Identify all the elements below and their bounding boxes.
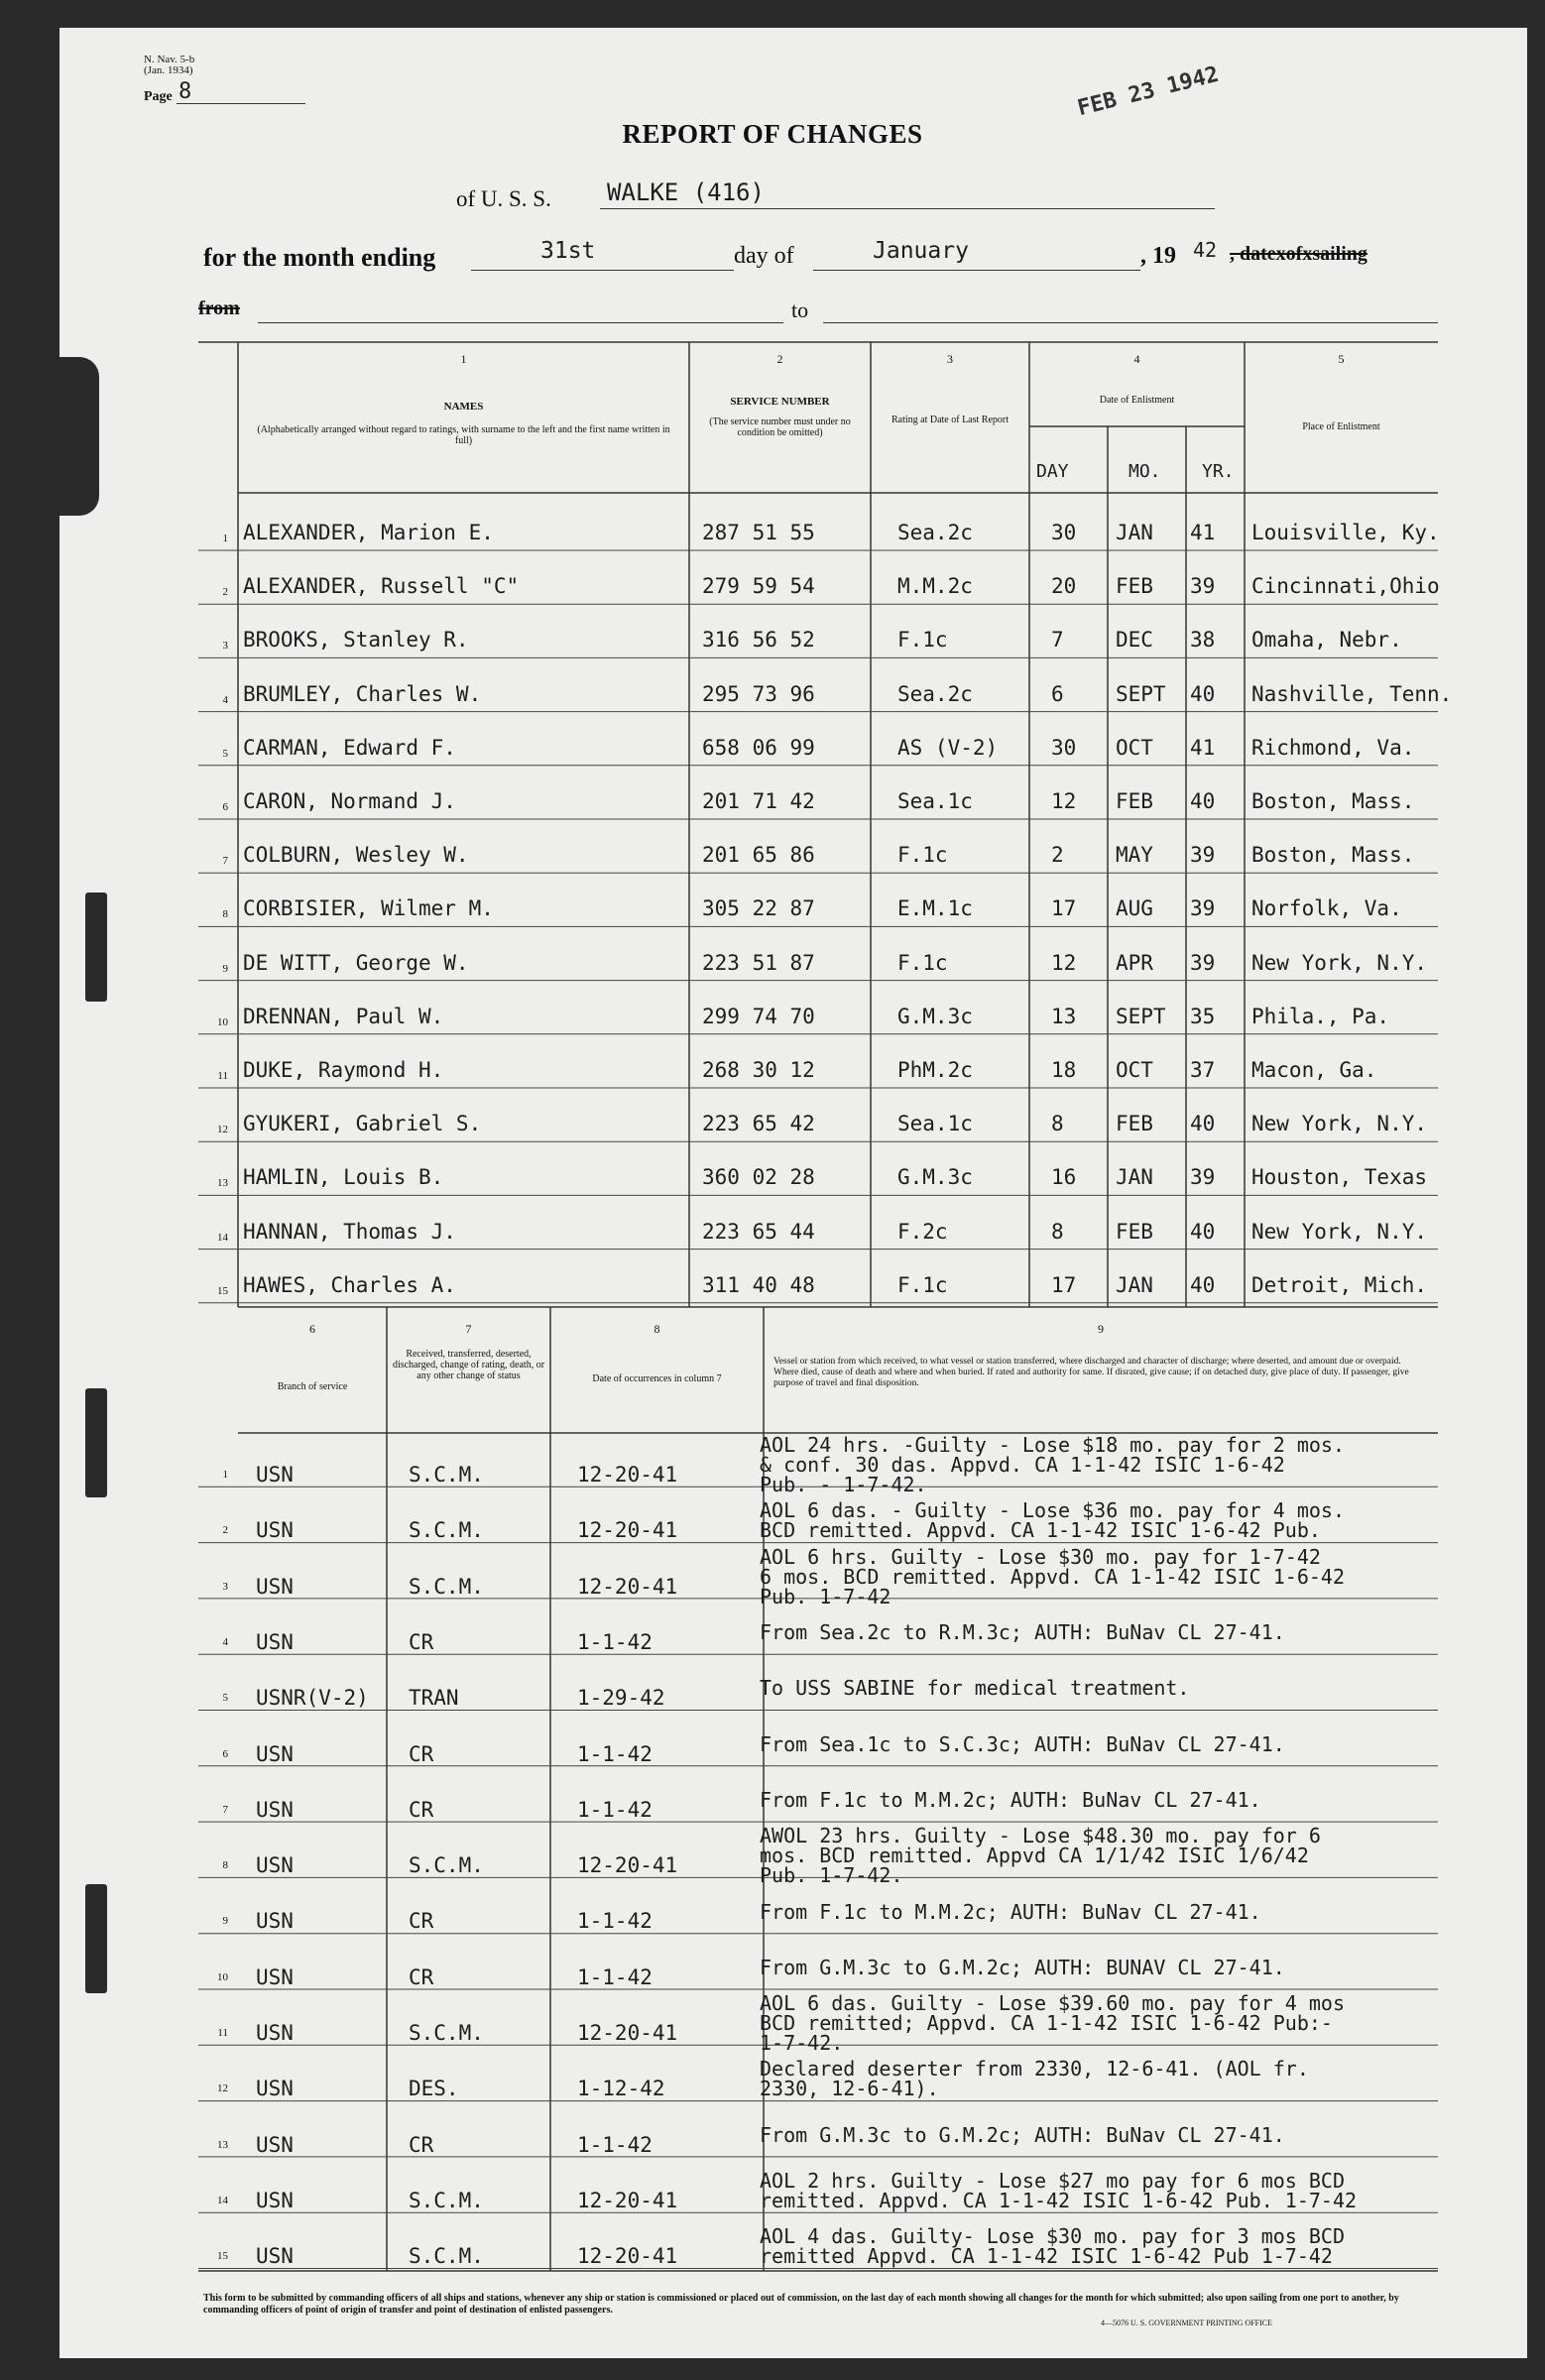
occurrence-date: 1-1-42	[577, 1964, 653, 1989]
status-change: CR	[409, 2132, 434, 2157]
branch-of-service: USN	[256, 1463, 294, 1487]
service-number: 223 65 42	[702, 1112, 815, 1136]
row-number: 5	[222, 1692, 228, 1705]
branch-of-service: USN	[256, 2021, 294, 2045]
remarks-line: From Sea.1c to S.C.3c; AUTH: BuNav CL 27-41.	[760, 1731, 1285, 1756]
enlist-month: MAY	[1116, 843, 1153, 868]
col5-number: 5	[1338, 352, 1345, 366]
row-number: 1	[222, 533, 228, 544]
row-number: 15	[217, 2250, 228, 2263]
remarks-line: AOL 6 das. - Guilty - Lose $36 mo. pay for 4 mos.	[760, 1498, 1346, 1523]
row-number: 11	[217, 2027, 228, 2039]
enlist-year: 39	[1190, 1165, 1216, 1190]
enlist-day: 6	[1051, 681, 1064, 706]
col1-header: NAMES	[443, 401, 484, 413]
row-number: 13	[217, 1177, 228, 1190]
enlist-place: New York, N.Y.	[1251, 1112, 1428, 1136]
service-number: 311 40 48	[702, 1272, 815, 1297]
col4-day-header: DAY	[1036, 461, 1069, 482]
remarks-line: AOL 2 hrs. Guilty - Lose $27 mo pay for 6 mos BCD	[760, 2169, 1346, 2194]
enlist-year: 39	[1190, 950, 1216, 975]
to-label: to	[791, 298, 809, 322]
branch-of-service: USN	[256, 1518, 294, 1543]
person-name: BRUMLEY, Charles W.	[243, 681, 482, 706]
enlist-day: 16	[1051, 1165, 1077, 1190]
remarks-line: Pub. 1-7-42.	[760, 1863, 903, 1888]
col2-header: SERVICE NUMBER	[730, 396, 830, 408]
enlist-year: 39	[1190, 843, 1216, 868]
col7-number: 7	[465, 1322, 472, 1336]
enlist-day: 18	[1051, 1058, 1077, 1082]
row-number: 8	[222, 908, 228, 921]
status-change: S.C.M.	[409, 1574, 484, 1599]
day-of-label: day of	[734, 243, 794, 269]
enlist-day: 30	[1051, 521, 1077, 544]
col6-header: Branch of service	[277, 1381, 348, 1392]
col3-header: Rating at Date of Last Report	[891, 415, 1010, 425]
rating: G.M.3c	[897, 1004, 973, 1028]
row-number: 5	[222, 747, 228, 760]
month-value: January	[873, 238, 969, 264]
occurrence-date: 12-20-41	[577, 1574, 678, 1599]
remarks-line: 1-7-42.	[760, 2031, 844, 2056]
enlist-year: 39	[1190, 896, 1216, 921]
enlist-place: Boston, Mass.	[1251, 789, 1415, 813]
remarks-line: From Sea.2c to R.M.3c; AUTH: BuNav CL 27-41.	[760, 1620, 1285, 1645]
remarks-line: Declared deserter from 2330, 12-6-41. (AOL fr.	[760, 2057, 1309, 2082]
occurrence-date: 12-20-41	[577, 1853, 678, 1878]
service-number: 223 51 87	[702, 950, 815, 975]
enlist-year: 35	[1190, 1004, 1216, 1028]
occurrence-date: 1-1-42	[577, 1797, 653, 1822]
enlist-year: 41	[1190, 735, 1216, 760]
service-number: 658 06 99	[702, 735, 815, 760]
col2-number: 2	[776, 352, 783, 366]
enlist-place: Louisville, Ky.	[1251, 521, 1440, 544]
col9-header: Vessel or station from which received, to what vessel or station transferred, where discharged and character of discharge; where deserted, and amount due or overpaid. Where died, cause of death and where and when buried. If rated and authority for same. If disrated, give cause; if on detached duty, give place of duty. If passenger, give purpose of travel and final disposition.	[773, 1357, 1409, 1388]
branch-of-service: USN	[256, 1574, 294, 1599]
enlist-place: New York, N.Y.	[1251, 1219, 1428, 1244]
service-number: 316 56 52	[702, 628, 815, 653]
row-number: 4	[222, 1635, 228, 1648]
enlist-place: Boston, Mass.	[1251, 843, 1415, 868]
remarks-line: To USS SABINE for medical treatment.	[760, 1676, 1190, 1701]
form-title: REPORT OF CHANGES	[622, 119, 923, 149]
remarks-line: From F.1c to M.M.2c; AUTH: BuNav CL 27-41.	[760, 1899, 1261, 1924]
enlist-month: DEC	[1116, 628, 1153, 653]
remarks-line: Pub. 1-7-42	[760, 1584, 891, 1608]
enlist-month: JAN	[1116, 1272, 1153, 1297]
service-number: 287 51 55	[702, 521, 815, 544]
printer-imprint: 4—5076 U. S. GOVERNMENT PRINTING OFFICE	[1101, 2319, 1272, 2327]
col5-header: Place of Enlistment	[1302, 421, 1380, 432]
occurrence-date: 12-20-41	[577, 2021, 678, 2045]
remarks-line: remitted Appvd. CA 1-1-42 ISIC 1-6-42 Pub 1-7-42	[760, 2244, 1333, 2269]
status-change: DES.	[409, 2077, 459, 2101]
occurrence-date: 1-1-42	[577, 2132, 653, 2157]
enlist-place: Richmond, Va.	[1251, 735, 1415, 760]
enlist-year: 40	[1190, 789, 1216, 813]
branch-of-service: USN	[256, 1629, 294, 1654]
enlist-month: SEPT	[1116, 681, 1166, 706]
person-name: CORBISIER, Wilmer M.	[243, 896, 494, 921]
col1-number: 1	[460, 352, 467, 366]
person-name: ALEXANDER, Marion E.	[243, 521, 494, 544]
status-change: S.C.M.	[409, 2244, 484, 2269]
branch-of-service: USN	[256, 1964, 294, 1989]
rating: F.1c	[897, 843, 948, 868]
remarks-line: From G.M.3c to G.M.2c; AUTH: BuNav CL 27-41.	[760, 2122, 1285, 2147]
person-name: COLBURN, Wesley W.	[243, 843, 469, 868]
enlist-place: Houston, Texas	[1251, 1165, 1428, 1190]
remarks-line: AWOL 23 hrs. Guilty - Lose $48.30 mo. pay for 6	[760, 1824, 1321, 1848]
struck-from-label: from	[198, 298, 240, 319]
enlist-month: FEB	[1116, 1219, 1153, 1244]
enlist-place: Norfolk, Va.	[1251, 896, 1402, 921]
enlist-year: 38	[1190, 628, 1216, 653]
service-number: 201 65 86	[702, 843, 815, 868]
rating: E.M.1c	[897, 896, 973, 921]
enlist-day: 13	[1051, 1004, 1077, 1028]
branch-of-service: USN	[256, 2132, 294, 2157]
occurrence-date: 12-20-41	[577, 1463, 678, 1487]
row-number: 4	[222, 693, 228, 706]
service-number: 279 59 54	[702, 574, 815, 599]
row-number: 3	[222, 640, 228, 653]
row-number: 3	[222, 1580, 228, 1593]
status-change: S.C.M.	[409, 2021, 484, 2045]
enlist-day: 8	[1051, 1112, 1064, 1136]
row-number: 13	[217, 2138, 228, 2151]
col4-number: 4	[1133, 352, 1140, 366]
row-number: 7	[222, 855, 228, 868]
occurrence-date: 1-29-42	[577, 1686, 665, 1711]
enlist-place: Phila., Pa.	[1251, 1004, 1390, 1028]
enlist-day: 12	[1051, 789, 1077, 813]
enlist-year: 39	[1190, 574, 1216, 599]
occurrence-date: 12-20-41	[577, 1518, 678, 1543]
enlist-month: FEB	[1116, 574, 1153, 599]
person-name: ALEXANDER, Russell "C"	[243, 574, 520, 599]
ship-label: of U. S. S.	[456, 186, 551, 211]
branch-of-service: USNR(V-2)	[256, 1686, 369, 1711]
service-number: 305 22 87	[702, 896, 815, 921]
col2-subheader: (The service number must under no condition be omitted)	[709, 416, 851, 438]
col1-subheader: (Alphabetically arranged without regard to ratings, with surname to the left and the first name written in full)	[257, 424, 670, 446]
enlist-place: Omaha, Nebr.	[1251, 628, 1402, 653]
rating: AS (V-2)	[897, 735, 999, 760]
occurrence-date: 1-1-42	[577, 1909, 653, 1934]
service-number: 268 30 12	[702, 1058, 815, 1082]
row-number: 10	[217, 1015, 228, 1028]
status-change: S.C.M.	[409, 1853, 484, 1878]
remarks-line: mos. BCD remitted. Appvd CA 1/1/42 ISIC 1/6/42	[760, 1844, 1309, 1868]
enlist-day: 17	[1051, 1272, 1077, 1297]
rating: Sea.2c	[897, 521, 973, 544]
enlist-day: 7	[1051, 628, 1064, 653]
service-number: 295 73 96	[702, 681, 815, 706]
rating: F.1c	[897, 950, 948, 975]
enlist-place: Detroit, Mich.	[1251, 1272, 1428, 1297]
rating: PhM.2c	[897, 1058, 973, 1082]
rating: Sea.2c	[897, 681, 973, 706]
enlist-month: SEPT	[1116, 1004, 1166, 1028]
col9-number: 9	[1098, 1322, 1104, 1336]
col6-number: 6	[309, 1322, 315, 1336]
enlist-day: 8	[1051, 1219, 1064, 1244]
enlist-place: Cincinnati,Ohio	[1251, 574, 1440, 599]
service-number: 299 74 70	[702, 1004, 815, 1028]
row-number: 6	[222, 1747, 228, 1760]
remarks-line: AOL 6 das. Guilty - Lose $39.60 mo. pay for 4 mos	[760, 1991, 1346, 2016]
form-instructions: This form to be submitted by commanding officers of all ships and stations, whenever any ship or station is commissioned or placed out of commission, on the last day of each month showing all changes for the month for which submitted; also upon sailing from one port to another, by commanding officers of point of origin of transfer and point of destination of enlisted passengers.	[203, 2293, 1399, 2316]
enlist-place: New York, N.Y.	[1251, 950, 1428, 975]
page-label: Page	[144, 89, 173, 104]
branch-of-service: USN	[256, 1853, 294, 1878]
enlist-month: JAN	[1116, 1165, 1153, 1190]
row-number: 9	[222, 1915, 228, 1928]
row-number: 2	[222, 586, 228, 599]
service-number: 223 65 44	[702, 1219, 815, 1244]
enlist-month: JAN	[1116, 521, 1153, 544]
occurrence-date: 12-20-41	[577, 2244, 678, 2269]
enlist-day: 30	[1051, 735, 1077, 760]
rating: F.1c	[897, 1272, 948, 1297]
status-change: CR	[409, 1964, 434, 1989]
person-name: CARMAN, Edward F.	[243, 735, 456, 760]
month-ending-label: for the month ending	[203, 243, 436, 272]
remarks-line: BCD remitted. Appvd. CA 1-1-42 ISIC 1-6-42 Pub.	[760, 1518, 1321, 1543]
person-name: CARON, Normand J.	[243, 789, 456, 813]
row-number: 14	[217, 1231, 228, 1244]
remarks-line: From F.1c to M.M.2c; AUTH: BuNav CL 27-41.	[760, 1787, 1261, 1812]
page-number: 8	[178, 79, 192, 104]
occurrence-date: 1-12-42	[577, 2077, 665, 2101]
enlist-month: FEB	[1116, 1112, 1153, 1136]
row-number: 10	[217, 1970, 228, 1983]
status-change: S.C.M.	[409, 1518, 484, 1543]
status-change: S.C.M.	[409, 2188, 484, 2212]
branch-of-service: USN	[256, 1797, 294, 1822]
enlist-year: 41	[1190, 521, 1216, 544]
row-number: 2	[222, 1524, 228, 1537]
year-prefix: , 19	[1140, 243, 1176, 269]
enlist-day: 20	[1051, 574, 1077, 599]
remarks-line: 6 mos. BCD remitted. Appvd. CA 1-1-42 ISIC 1-6-42	[760, 1564, 1346, 1589]
form-identifier: N. Nav. 5-b (Jan. 1934)	[144, 54, 195, 76]
enlist-month: OCT	[1116, 735, 1153, 760]
status-change: S.C.M.	[409, 1463, 484, 1487]
enlist-day: 2	[1051, 843, 1064, 868]
rating: F.1c	[897, 628, 948, 653]
enlist-month: AUG	[1116, 896, 1153, 921]
row-number: 11	[217, 1070, 228, 1082]
col4-header: Date of Enlistment	[1099, 395, 1175, 406]
branch-of-service: USN	[256, 2077, 294, 2101]
row-number: 7	[222, 1803, 228, 1816]
rating: F.2c	[897, 1219, 948, 1244]
occurrence-date: 1-1-42	[577, 1629, 653, 1654]
remarks-line: AOL 6 hrs. Guilty - Lose $30 mo. pay for 1-7-42	[760, 1544, 1321, 1569]
enlist-year: 40	[1190, 1112, 1216, 1136]
person-name: DE WITT, George W.	[243, 950, 469, 975]
status-change: CR	[409, 1629, 434, 1654]
enlist-year: 40	[1190, 1272, 1216, 1297]
enlist-place: Nashville, Tenn.	[1251, 681, 1453, 706]
enlist-place: Macon, Ga.	[1251, 1058, 1377, 1082]
row-number: 1	[222, 1469, 228, 1481]
col7-header: Received, transferred, deserted, discharged, change of rating, death, or any other change of status	[392, 1349, 545, 1381]
person-name: BROOKS, Stanley R.	[243, 628, 469, 653]
branch-of-service: USN	[256, 2244, 294, 2269]
rating: Sea.1c	[897, 1112, 973, 1136]
col3-number: 3	[947, 352, 953, 366]
service-number: 201 71 42	[702, 789, 815, 813]
col8-number: 8	[654, 1322, 660, 1336]
row-number: 15	[217, 1284, 228, 1297]
row-number: 14	[217, 2194, 228, 2206]
remarks-line: BCD remitted; Appvd. CA 1-1-42 ISIC 1-6-42 Pub:-	[760, 2011, 1333, 2036]
received-date-stamp: FEB 23 1942	[1075, 61, 1222, 122]
row-number: 6	[222, 801, 228, 813]
status-change: TRAN	[409, 1686, 459, 1711]
branch-of-service: USN	[256, 2188, 294, 2212]
person-name: DRENNAN, Paul W.	[243, 1004, 444, 1028]
enlist-year: 37	[1190, 1058, 1216, 1082]
status-change: CR	[409, 1909, 434, 1934]
ship-name: WALKE (416)	[607, 178, 765, 206]
row-number: 9	[222, 962, 228, 975]
branch-of-service: USN	[256, 1909, 294, 1934]
enlist-day: 17	[1051, 896, 1077, 921]
service-number: 360 02 28	[702, 1165, 815, 1190]
col8-header: Date of occurrences in column 7	[592, 1373, 722, 1384]
remarks-line: Pub. - 1-7-42.	[760, 1473, 927, 1497]
enlist-month: FEB	[1116, 789, 1153, 813]
remarks-line: From G.M.3c to G.M.2c; AUTH: BUNAV CL 27-41.	[760, 1955, 1285, 1979]
branch-of-service: USN	[256, 1741, 294, 1766]
remarks-line: 2330, 12-6-41).	[760, 2077, 939, 2101]
day-value: 31st	[540, 238, 596, 264]
enlist-year: 40	[1190, 681, 1216, 706]
occurrence-date: 1-1-42	[577, 1741, 653, 1766]
remarks-line: AOL 24 hrs. -Guilty - Lose $18 mo. pay for 2 mos.	[760, 1433, 1346, 1458]
enlist-day: 12	[1051, 950, 1077, 975]
struck-sailing-label: , datexofxsailing	[1230, 243, 1367, 265]
remarks-line: remitted. Appvd. CA 1-1-42 ISIC 1-6-42 Pub. 1-7-42	[760, 2189, 1358, 2213]
person-name: HAWES, Charles A.	[243, 1272, 456, 1297]
row-number: 12	[217, 2082, 228, 2095]
row-number: 8	[222, 1859, 228, 1872]
col4-month-header: MO.	[1129, 461, 1161, 482]
person-name: GYUKERI, Gabriel S.	[243, 1112, 482, 1136]
person-name: DUKE, Raymond H.	[243, 1058, 444, 1082]
person-name: HANNAN, Thomas J.	[243, 1219, 456, 1244]
year-value: 42	[1193, 238, 1218, 262]
enlist-year: 40	[1190, 1219, 1216, 1244]
person-name: HAMLIN, Louis B.	[243, 1165, 444, 1190]
enlist-month: APR	[1116, 950, 1153, 975]
status-change: CR	[409, 1741, 434, 1766]
occurrence-date: 12-20-41	[577, 2188, 678, 2212]
enlist-month: OCT	[1116, 1058, 1153, 1082]
rating: G.M.3c	[897, 1165, 973, 1190]
rating: M.M.2c	[897, 574, 973, 599]
row-number: 12	[217, 1124, 228, 1136]
rating: Sea.1c	[897, 789, 973, 813]
remarks-line: AOL 4 das. Guilty- Lose $30 mo. pay for 3 mos BCD	[760, 2224, 1346, 2249]
status-change: CR	[409, 1797, 434, 1822]
col4-year-header: YR.	[1202, 461, 1235, 482]
remarks-line: & conf. 30 das. Appvd. CA 1-1-42 ISIC 1-6-42	[760, 1453, 1285, 1478]
